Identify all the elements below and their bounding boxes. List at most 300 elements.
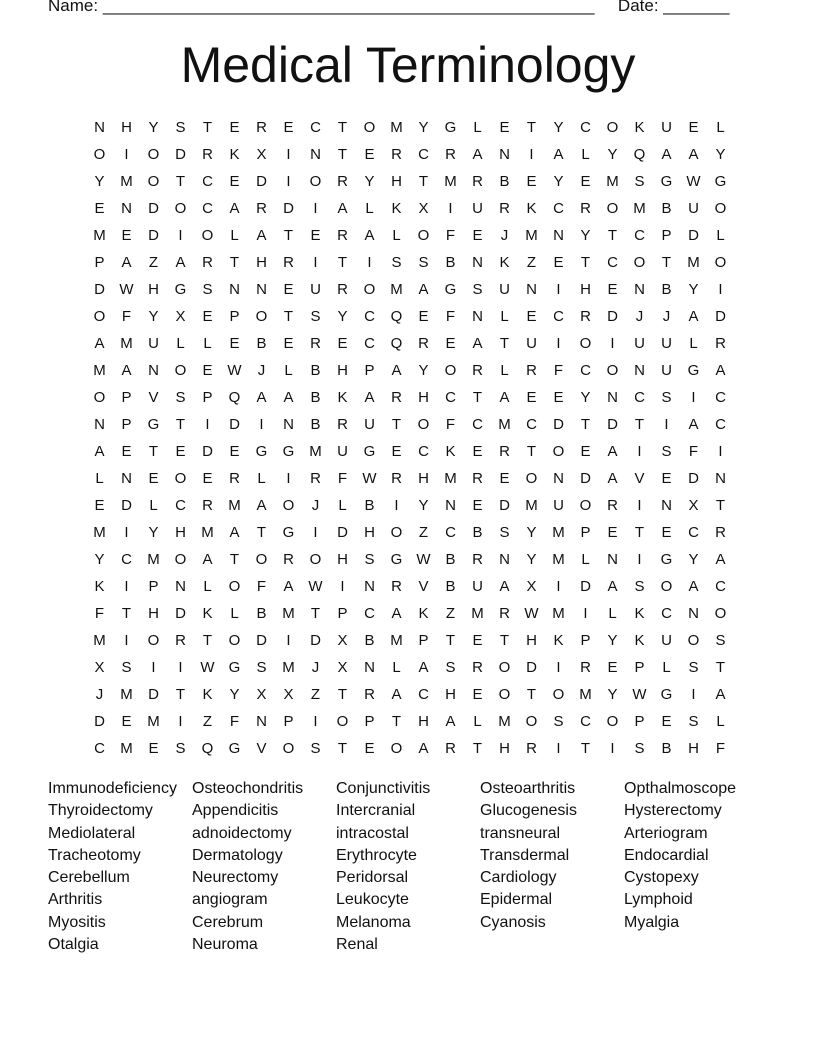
grid-letter[interactable]: A <box>256 497 267 514</box>
grid-letter[interactable]: C <box>364 605 375 622</box>
grid-letter[interactable]: C <box>175 497 186 514</box>
grid-letter[interactable]: O <box>174 362 187 379</box>
grid-letter[interactable]: P <box>634 659 645 676</box>
grid-letter[interactable]: X <box>337 632 348 649</box>
grid-letter[interactable]: C <box>634 227 645 244</box>
grid-letter[interactable]: R <box>337 173 348 190</box>
grid-letter[interactable]: K <box>202 605 213 622</box>
grid-letter[interactable]: I <box>286 632 291 649</box>
grid-letter[interactable]: R <box>526 362 537 379</box>
grid-letter[interactable]: A <box>391 686 402 703</box>
grid-letter[interactable]: A <box>688 416 699 433</box>
grid-letter[interactable]: H <box>175 524 186 541</box>
grid-letter[interactable]: I <box>394 497 399 514</box>
grid-letter[interactable]: U <box>472 578 483 595</box>
grid-letter[interactable]: O <box>714 254 727 271</box>
grid-letter[interactable]: M <box>390 119 403 136</box>
grid-letter[interactable]: I <box>448 200 453 217</box>
grid-letter[interactable]: A <box>121 254 132 271</box>
grid-letter[interactable]: N <box>229 281 240 298</box>
grid-letter[interactable]: M <box>93 227 106 244</box>
grid-letter[interactable]: O <box>309 551 322 568</box>
grid-letter[interactable]: A <box>607 443 618 460</box>
grid-letter[interactable]: O <box>525 713 538 730</box>
grid-letter[interactable]: D <box>688 227 699 244</box>
grid-letter[interactable]: V <box>256 740 267 757</box>
grid-letter[interactable]: W <box>362 470 377 487</box>
grid-letter[interactable]: C <box>364 335 375 352</box>
grid-letter[interactable]: Y <box>526 524 537 541</box>
grid-letter[interactable]: A <box>418 659 429 676</box>
grid-letter[interactable]: S <box>553 713 564 730</box>
grid-letter[interactable]: O <box>363 281 376 298</box>
date-blank[interactable]: _______ <box>663 0 730 15</box>
grid-letter[interactable]: I <box>124 632 129 649</box>
grid-letter[interactable]: Q <box>390 335 403 352</box>
grid-letter[interactable]: A <box>472 335 483 352</box>
grid-letter[interactable]: I <box>313 524 318 541</box>
grid-letter[interactable]: M <box>606 173 619 190</box>
grid-letter[interactable]: C <box>310 119 321 136</box>
grid-letter[interactable]: O <box>228 578 241 595</box>
grid-letter[interactable]: H <box>418 713 429 730</box>
grid-letter[interactable]: I <box>556 659 561 676</box>
grid-letter[interactable]: E <box>661 524 672 541</box>
grid-letter[interactable]: I <box>124 146 129 163</box>
grid-letter[interactable]: C <box>418 443 429 460</box>
grid-letter[interactable]: A <box>256 227 267 244</box>
grid-letter[interactable]: M <box>282 605 295 622</box>
grid-letter[interactable]: R <box>391 389 402 406</box>
grid-letter[interactable]: D <box>148 686 159 703</box>
grid-letter[interactable]: L <box>392 227 401 244</box>
grid-letter[interactable]: P <box>337 605 348 622</box>
grid-letter[interactable]: I <box>664 416 669 433</box>
grid-letter[interactable]: H <box>148 281 159 298</box>
grid-letter[interactable]: E <box>472 686 483 703</box>
grid-letter[interactable]: S <box>661 389 672 406</box>
grid-letter[interactable]: I <box>556 578 561 595</box>
grid-letter[interactable]: S <box>472 281 483 298</box>
grid-letter[interactable]: U <box>688 200 699 217</box>
grid-letter[interactable]: E <box>148 740 159 757</box>
grid-letter[interactable]: M <box>147 713 160 730</box>
grid-letter[interactable]: S <box>634 173 645 190</box>
grid-letter[interactable]: A <box>94 443 105 460</box>
grid-letter[interactable]: K <box>634 605 645 622</box>
grid-letter[interactable]: U <box>499 281 510 298</box>
grid-letter[interactable]: M <box>498 416 511 433</box>
grid-letter[interactable]: X <box>337 659 348 676</box>
grid-letter[interactable]: A <box>499 578 510 595</box>
grid-letter[interactable]: I <box>286 173 291 190</box>
grid-letter[interactable]: R <box>526 740 537 757</box>
grid-letter[interactable]: N <box>553 470 564 487</box>
grid-letter[interactable]: Y <box>364 173 375 190</box>
grid-letter[interactable]: F <box>337 470 348 487</box>
grid-letter[interactable]: M <box>93 632 106 649</box>
grid-letter[interactable]: R <box>202 497 213 514</box>
grid-letter[interactable]: P <box>364 713 375 730</box>
grid-letter[interactable]: M <box>201 524 214 541</box>
grid-letter[interactable]: I <box>529 146 534 163</box>
grid-letter[interactable]: W <box>632 686 647 703</box>
grid-letter[interactable]: U <box>472 200 483 217</box>
grid-letter[interactable]: X <box>283 686 294 703</box>
grid-letter[interactable]: X <box>688 497 699 514</box>
grid-letter[interactable]: P <box>229 308 240 325</box>
grid-letter[interactable]: D <box>283 200 294 217</box>
grid-letter[interactable]: S <box>175 119 186 136</box>
grid-letter[interactable]: S <box>310 308 321 325</box>
grid-letter[interactable]: O <box>336 713 349 730</box>
grid-letter[interactable]: L <box>230 227 239 244</box>
grid-letter[interactable]: R <box>580 200 591 217</box>
grid-letter[interactable]: R <box>202 146 213 163</box>
grid-letter[interactable]: E <box>526 389 537 406</box>
grid-letter[interactable]: N <box>607 551 618 568</box>
grid-letter[interactable]: S <box>175 740 186 757</box>
grid-letter[interactable]: Y <box>148 308 159 325</box>
grid-letter[interactable]: N <box>310 146 321 163</box>
grid-letter[interactable]: L <box>230 605 239 622</box>
grid-letter[interactable]: M <box>390 281 403 298</box>
grid-letter[interactable]: T <box>337 146 348 163</box>
grid-letter[interactable]: Z <box>445 605 456 622</box>
grid-letter[interactable]: E <box>364 740 375 757</box>
grid-letter[interactable]: C <box>121 551 132 568</box>
grid-letter[interactable]: M <box>390 632 403 649</box>
grid-letter[interactable]: T <box>310 605 321 622</box>
grid-letter[interactable]: Y <box>688 551 699 568</box>
grid-letter[interactable]: B <box>310 362 321 379</box>
grid-letter[interactable]: Y <box>229 686 240 703</box>
grid-letter[interactable]: N <box>472 254 483 271</box>
grid-letter[interactable]: N <box>283 416 294 433</box>
grid-letter[interactable]: A <box>337 200 348 217</box>
grid-letter[interactable]: C <box>364 308 375 325</box>
grid-letter[interactable]: K <box>391 200 402 217</box>
grid-letter[interactable]: P <box>148 578 159 595</box>
grid-letter[interactable]: L <box>716 227 725 244</box>
grid-letter[interactable]: E <box>283 281 294 298</box>
grid-letter[interactable]: S <box>688 659 699 676</box>
grid-letter[interactable]: T <box>526 443 537 460</box>
grid-letter[interactable]: T <box>337 740 348 757</box>
grid-letter[interactable]: U <box>661 362 672 379</box>
grid-letter[interactable]: G <box>255 443 268 460</box>
grid-letter[interactable]: T <box>256 524 267 541</box>
grid-letter[interactable]: T <box>229 254 240 271</box>
grid-letter[interactable]: L <box>473 713 482 730</box>
grid-letter[interactable]: A <box>418 281 429 298</box>
grid-letter[interactable]: T <box>634 416 645 433</box>
grid-letter[interactable]: O <box>552 443 565 460</box>
grid-letter[interactable]: S <box>175 389 186 406</box>
grid-letter[interactable]: Z <box>526 254 537 271</box>
grid-letter[interactable]: U <box>364 416 375 433</box>
grid-letter[interactable]: R <box>337 281 348 298</box>
grid-letter[interactable]: E <box>175 443 186 460</box>
grid-letter[interactable]: M <box>471 605 484 622</box>
grid-letter[interactable]: E <box>526 308 537 325</box>
grid-letter[interactable]: H <box>445 686 456 703</box>
grid-letter[interactable]: M <box>147 551 160 568</box>
grid-letter[interactable]: V <box>634 470 645 487</box>
grid-letter[interactable]: C <box>580 713 591 730</box>
grid-letter[interactable]: L <box>500 308 509 325</box>
grid-letter[interactable]: R <box>337 416 348 433</box>
grid-letter[interactable]: I <box>286 470 291 487</box>
grid-letter[interactable]: B <box>310 416 321 433</box>
grid-letter[interactable]: R <box>175 632 186 649</box>
grid-letter[interactable]: G <box>147 416 160 433</box>
grid-letter[interactable]: R <box>607 497 618 514</box>
grid-letter[interactable]: M <box>228 497 241 514</box>
grid-letter[interactable]: D <box>121 497 132 514</box>
grid-letter[interactable]: B <box>472 524 483 541</box>
grid-letter[interactable]: O <box>174 551 187 568</box>
grid-letter[interactable]: G <box>687 362 700 379</box>
grid-letter[interactable]: A <box>661 146 672 163</box>
grid-letter[interactable]: R <box>472 173 483 190</box>
grid-letter[interactable]: E <box>229 173 240 190</box>
grid-letter[interactable]: O <box>147 146 160 163</box>
grid-letter[interactable]: M <box>93 524 106 541</box>
grid-letter[interactable]: C <box>526 416 537 433</box>
grid-letter[interactable]: N <box>661 497 672 514</box>
grid-letter[interactable]: P <box>364 362 375 379</box>
grid-letter[interactable]: O <box>714 200 727 217</box>
grid-letter[interactable]: E <box>202 362 213 379</box>
grid-letter[interactable]: I <box>610 335 615 352</box>
grid-letter[interactable]: I <box>718 443 723 460</box>
grid-letter[interactable]: D <box>175 146 186 163</box>
grid-letter[interactable]: P <box>580 524 591 541</box>
grid-letter[interactable]: I <box>313 713 318 730</box>
grid-letter[interactable]: O <box>147 173 160 190</box>
grid-letter[interactable]: E <box>148 470 159 487</box>
grid-letter[interactable]: G <box>228 659 241 676</box>
grid-letter[interactable]: C <box>553 200 564 217</box>
grid-letter[interactable]: O <box>417 227 430 244</box>
grid-letter[interactable]: A <box>418 740 429 757</box>
grid-letter[interactable]: K <box>229 146 240 163</box>
grid-letter[interactable]: R <box>202 254 213 271</box>
grid-letter[interactable]: D <box>148 227 159 244</box>
grid-letter[interactable]: R <box>472 470 483 487</box>
grid-letter[interactable]: Y <box>580 389 591 406</box>
grid-letter[interactable]: R <box>472 551 483 568</box>
grid-letter[interactable]: C <box>715 416 726 433</box>
grid-letter[interactable]: W <box>308 578 323 595</box>
grid-letter[interactable]: T <box>661 254 672 271</box>
grid-letter[interactable]: I <box>178 227 183 244</box>
grid-letter[interactable]: W <box>227 362 242 379</box>
grid-letter[interactable]: R <box>256 119 267 136</box>
grid-letter[interactable]: E <box>472 227 483 244</box>
grid-letter[interactable]: H <box>337 362 348 379</box>
grid-letter[interactable]: J <box>257 362 266 379</box>
grid-letter[interactable]: T <box>202 119 213 136</box>
grid-letter[interactable]: G <box>228 740 241 757</box>
grid-letter[interactable]: A <box>607 470 618 487</box>
grid-letter[interactable]: Z <box>310 686 321 703</box>
grid-letter[interactable]: P <box>121 416 132 433</box>
grid-letter[interactable]: N <box>121 470 132 487</box>
grid-letter[interactable]: F <box>553 362 564 379</box>
grid-letter[interactable]: L <box>662 659 671 676</box>
grid-letter[interactable]: C <box>661 605 672 622</box>
grid-letter[interactable]: Q <box>633 146 646 163</box>
grid-letter[interactable]: N <box>526 281 537 298</box>
grid-letter[interactable]: E <box>202 308 213 325</box>
grid-letter[interactable]: E <box>229 335 240 352</box>
grid-letter[interactable]: O <box>687 632 700 649</box>
grid-letter[interactable]: E <box>607 659 618 676</box>
grid-letter[interactable]: D <box>310 632 321 649</box>
grid-letter[interactable]: G <box>660 686 673 703</box>
grid-letter[interactable]: O <box>174 200 187 217</box>
grid-letter[interactable]: R <box>580 659 591 676</box>
grid-letter[interactable]: L <box>716 119 725 136</box>
grid-letter[interactable]: L <box>176 335 185 352</box>
grid-letter[interactable]: B <box>364 497 375 514</box>
grid-letter[interactable]: U <box>310 281 321 298</box>
grid-letter[interactable]: F <box>445 416 456 433</box>
grid-letter[interactable]: N <box>634 281 645 298</box>
grid-letter[interactable]: Y <box>418 362 429 379</box>
grid-letter[interactable]: E <box>445 335 456 352</box>
grid-letter[interactable]: E <box>202 470 213 487</box>
grid-letter[interactable]: D <box>94 713 105 730</box>
grid-letter[interactable]: Y <box>94 551 105 568</box>
grid-letter[interactable]: Y <box>148 119 159 136</box>
grid-letter[interactable]: P <box>634 713 645 730</box>
grid-letter[interactable]: H <box>148 605 159 622</box>
grid-letter[interactable]: Y <box>418 119 429 136</box>
grid-letter[interactable]: S <box>121 659 132 676</box>
grid-letter[interactable]: A <box>256 389 267 406</box>
grid-letter[interactable]: R <box>256 200 267 217</box>
grid-letter[interactable]: T <box>175 416 186 433</box>
grid-letter[interactable]: T <box>418 173 429 190</box>
grid-letter[interactable]: R <box>391 578 402 595</box>
grid-letter[interactable]: A <box>229 200 240 217</box>
grid-letter[interactable]: G <box>390 551 403 568</box>
grid-letter[interactable]: T <box>391 416 402 433</box>
grid-letter[interactable]: K <box>634 119 645 136</box>
grid-letter[interactable]: L <box>581 551 590 568</box>
grid-letter[interactable]: C <box>634 389 645 406</box>
grid-letter[interactable]: M <box>552 551 565 568</box>
grid-letter[interactable]: E <box>337 335 348 352</box>
grid-letter[interactable]: E <box>121 227 132 244</box>
grid-letter[interactable]: Y <box>418 497 429 514</box>
grid-letter[interactable]: C <box>715 389 726 406</box>
grid-letter[interactable]: D <box>337 524 348 541</box>
grid-letter[interactable]: P <box>94 254 105 271</box>
grid-letter[interactable]: F <box>121 308 132 325</box>
grid-letter[interactable]: Y <box>607 686 618 703</box>
grid-letter[interactable]: B <box>445 254 456 271</box>
grid-letter[interactable]: F <box>715 740 726 757</box>
grid-letter[interactable]: S <box>256 659 267 676</box>
grid-letter[interactable]: O <box>579 497 592 514</box>
grid-letter[interactable]: L <box>203 578 212 595</box>
grid-letter[interactable]: R <box>310 335 321 352</box>
grid-letter[interactable]: H <box>121 119 132 136</box>
grid-letter[interactable]: T <box>499 335 510 352</box>
grid-letter[interactable]: R <box>715 335 726 352</box>
grid-letter[interactable]: M <box>498 713 511 730</box>
grid-letter[interactable]: R <box>391 470 402 487</box>
grid-letter[interactable]: E <box>607 281 618 298</box>
grid-letter[interactable]: C <box>202 173 213 190</box>
grid-letter[interactable]: T <box>391 713 402 730</box>
grid-letter[interactable]: F <box>229 713 240 730</box>
grid-letter[interactable]: I <box>718 281 723 298</box>
grid-letter[interactable]: C <box>688 524 699 541</box>
grid-letter[interactable]: K <box>337 389 348 406</box>
grid-letter[interactable]: N <box>607 389 618 406</box>
grid-letter[interactable]: A <box>364 389 375 406</box>
grid-letter[interactable]: N <box>175 578 186 595</box>
grid-letter[interactable]: W <box>686 173 701 190</box>
grid-letter[interactable]: E <box>283 119 294 136</box>
grid-letter[interactable]: L <box>149 497 158 514</box>
grid-letter[interactable]: N <box>94 416 105 433</box>
grid-letter[interactable]: I <box>367 254 372 271</box>
grid-letter[interactable]: A <box>391 362 402 379</box>
grid-letter[interactable]: T <box>715 497 726 514</box>
grid-letter[interactable]: T <box>499 632 510 649</box>
grid-letter[interactable]: E <box>229 119 240 136</box>
grid-letter[interactable]: O <box>606 200 619 217</box>
grid-letter[interactable]: G <box>363 443 376 460</box>
grid-letter[interactable]: E <box>472 443 483 460</box>
grid-letter[interactable]: T <box>148 443 159 460</box>
grid-letter[interactable]: T <box>634 524 645 541</box>
grid-letter[interactable]: F <box>256 578 267 595</box>
grid-letter[interactable]: Y <box>688 281 699 298</box>
grid-letter[interactable]: I <box>151 659 156 676</box>
grid-letter[interactable]: W <box>416 551 431 568</box>
grid-letter[interactable]: B <box>661 200 672 217</box>
grid-letter[interactable]: Y <box>553 173 564 190</box>
grid-letter[interactable]: R <box>580 308 591 325</box>
grid-letter[interactable]: Y <box>148 524 159 541</box>
grid-letter[interactable]: O <box>147 632 160 649</box>
grid-letter[interactable]: H <box>526 632 537 649</box>
grid-letter[interactable]: S <box>364 551 375 568</box>
grid-letter[interactable]: A <box>688 308 699 325</box>
grid-letter[interactable]: N <box>634 362 645 379</box>
grid-letter[interactable]: S <box>391 254 402 271</box>
grid-letter[interactable]: Y <box>580 227 591 244</box>
grid-letter[interactable]: N <box>364 578 375 595</box>
grid-letter[interactable]: X <box>418 200 429 217</box>
grid-letter[interactable]: M <box>525 497 538 514</box>
grid-letter[interactable]: T <box>337 254 348 271</box>
grid-letter[interactable]: M <box>120 335 133 352</box>
name-blank[interactable]: ____________________________________________________ <box>102 0 595 15</box>
grid-letter[interactable]: O <box>282 740 295 757</box>
grid-letter[interactable]: A <box>607 578 618 595</box>
grid-letter[interactable]: P <box>283 713 294 730</box>
grid-letter[interactable]: P <box>418 632 429 649</box>
grid-letter[interactable]: L <box>689 335 698 352</box>
